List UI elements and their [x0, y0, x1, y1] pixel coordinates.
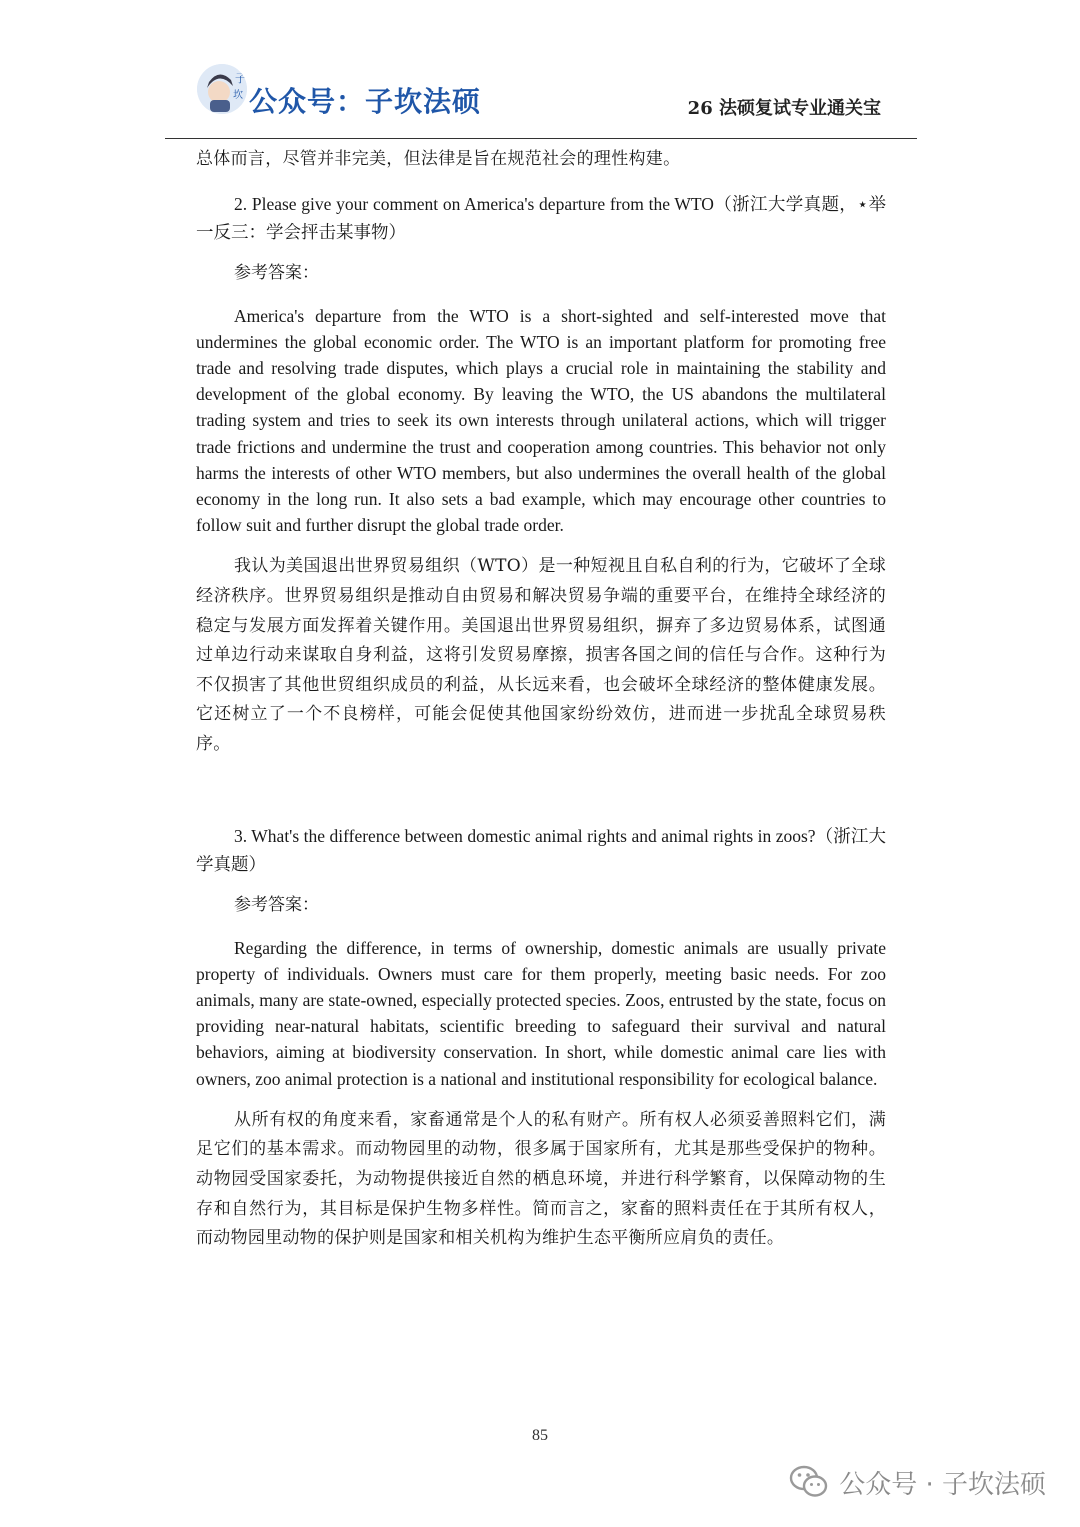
question-3: 3. What's the difference between domestic animal rights and animal rights in zoos?（浙江大学真题）	[196, 825, 886, 875]
header-book-title: 26 法硕复试专业通关宝	[687, 98, 881, 119]
svg-text:子: 子	[235, 72, 246, 85]
page-header	[165, 60, 917, 139]
logo-avatar-icon	[197, 64, 247, 114]
q2-answer-english: America's departure from the WTO is a short-sighted and self-interested move that undermines the global economic order. The WTO is an important platform for promoting free trade and resolving trade disputes, which plays a crucial role in maintaining the stability and development of the global economy. By leaving the WTO, the US abandons the multilateral trading system and tries to seek its own interests through unilateral actions, which will trigger trade frictions and undermine the trust and cooperation among countries. This behavior not only harms the interests of other WTO members, but also undermines the overall health of the global economy in the long run. It also sets a bad example, which may encourage other countries to follow suit and further disrupt the global trade order.	[196, 305, 886, 536]
question-2: 2. Please give your comment on America's departure from the WTO（浙江大学真题，⋆举一反三：学会抨击某事物）	[196, 193, 886, 243]
q3-answer-chinese: 从所有权的角度来看，家畜通常是个人的私有财产。所有权人必须妥善照料它们，满足它们的基本需求。而动物园里的动物，很多属于国家所有，尤其是那些受保护的物种。动物园受国家委托，为动物提供接近自然的栖息环境，并进行科学繁育，以保障动物的生存和自然行为，其目标是保护生物多样性。简而言之，家畜的照料责任在于其所有权人，而动物园里动物的保护则是国家和相关机构为维护生态平衡所应肩负的责任。	[196, 1109, 886, 1249]
wechat-icon	[789, 1465, 829, 1499]
q3-reference-label: 参考答案：	[234, 894, 319, 915]
page-content	[196, 145, 886, 1254]
watermark	[789, 1462, 1046, 1502]
page-number: 85	[532, 1427, 548, 1444]
svg-text:坎: 坎	[233, 90, 243, 101]
header-logo-title: 公众号：子坎法硕	[249, 85, 482, 118]
watermark-text: 公众号 · 子坎法硕	[839, 1469, 1046, 1500]
q2-answer-chinese: 我认为美国退出世界贸易组织（WTO）是一种短视且自私自利的行为，它破坏了全球经济秩序。世界贸易组织是推动自由贸易和解决贸易争端的重要平台，在维持全球经济的稳定与发展方面发挥着关键作用。美国退出世界贸易组织，摒弃了多边贸易体系，试图通过单边行动来谋取自身利益，这将引发贸易摩擦，损害各国之间的信任与合作。这种行为不仅损害了其他世贸组织成员的利益，从长远来看，也会破坏全球经济的整体健康发展。它还树立了一个不良榜样，可能会促使其他国家纷纷效仿，进而进一步扰乱全球贸易秩序。	[196, 556, 886, 754]
q2-reference-label: 参考答案：	[234, 262, 319, 283]
intro-paragraph: 总体而言，尽管并非完美，但法律是旨在规范社会的理性构建。	[196, 149, 681, 169]
q3-answer-english: Regarding the difference, in terms of ownership, domestic animals are usually private property of individuals. Owners must care for them properly, meeting basic needs. For zoo animals, many are state-owned, especially protected species. Zoos, entrusted by the state, focus on providing near-natural habitats, scientific breeding to safeguard their survival and natural behaviors, aiming at biodiversity conservation. In short, while domestic animal care lies with owners, zoo animal protection is a national and institutional responsibility for ecological balance.	[196, 937, 886, 1089]
